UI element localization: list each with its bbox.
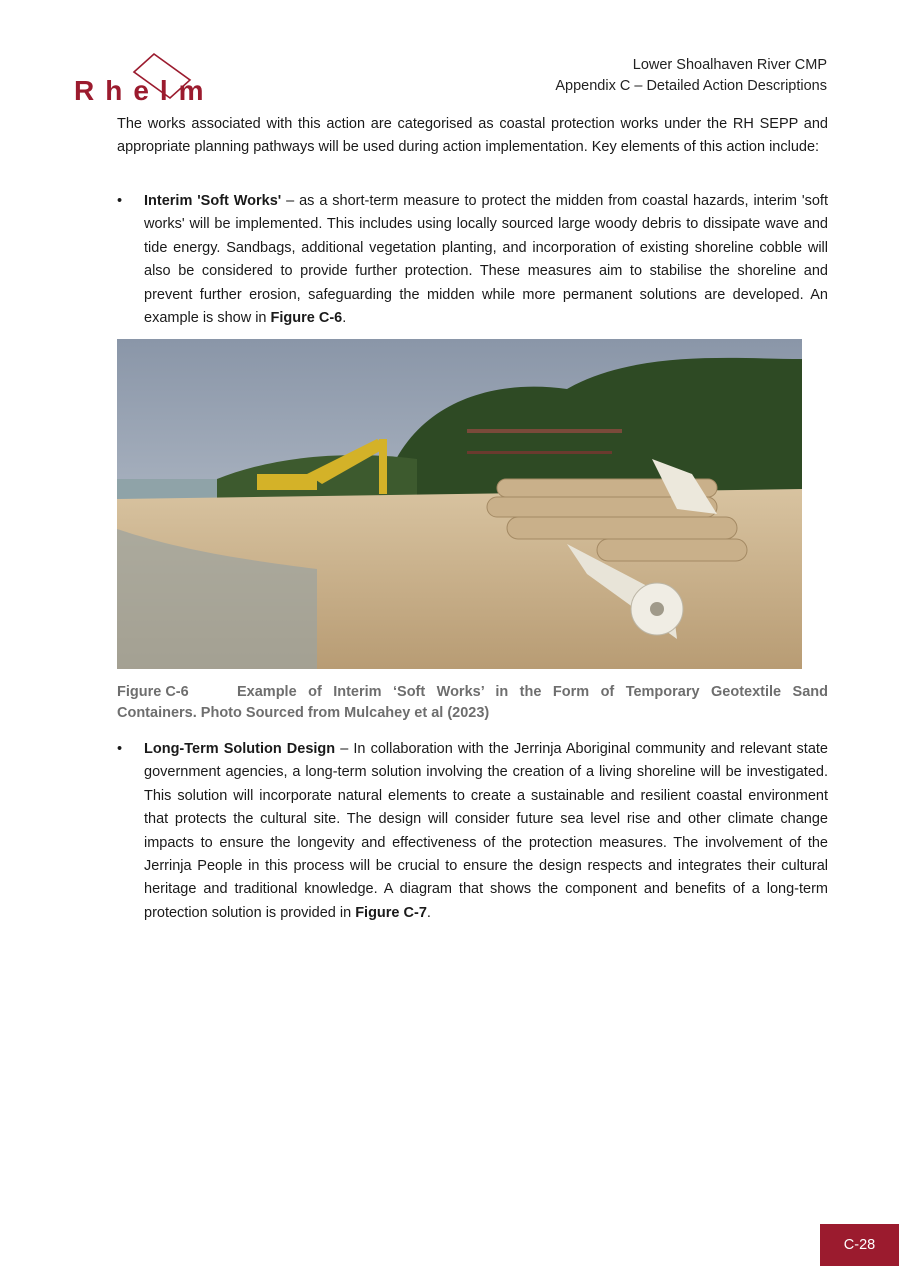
bullet-text: – In collaboration with the Jerrinja Aboriginal community and relevant state government agencies, a long-term solution involving the creation of a living shoreline will be investigated. This solution will incorporate natural elements to create a sustainable and resilient coastal environment that protects the cultural site. The design will consider future sea level rise and other climate change impacts to ensure the longevity and effectiveness of the protection measures. The involvement of the Jerrinja People in this process will be crucial to ensure the design respects and integrates their cultural heritage and traditional knowledge. A diagram that shows the component and benefits of a long-term protection solution is provided in (144, 741, 828, 921)
intro-paragraph: The works associated with this action are categorised as coastal protection works under the RH SEPP and appropriate planning pathways will be used during action implementation. Key elements of this action include: (117, 116, 828, 156)
page-number: C-28 (820, 1224, 899, 1266)
figure-caption (117, 682, 828, 724)
bullet-end: . (426, 904, 431, 921)
figure-caption-text: Example of Interim ‘Soft Works’ in the Form of Temporary Geotextile Sand Containers. Photo Sourced from Mulcahey et al (2023) (117, 684, 828, 721)
bullet-text: – as a short-term measure to protect the midden from coastal hazards, interim 'soft works' will be implemented. This includes using locally sourced large woody debris to dissipate wave and tide energy. Sandbags, additional vegetation planting, and incorporation of existing shoreline cobble will also be considered to provide further protection. These measures aim to stabilise the shoreline and prevent further erosion, safeguarding the midden while more permanent solutions are developed. An example is show in (144, 193, 828, 327)
page-header (555, 55, 827, 97)
bullet-glyph: • (117, 193, 123, 209)
figure-reference: Figure C-7 (355, 904, 427, 921)
svg-text:Rhelm: Rhelm (74, 75, 215, 106)
bullet-long-term-solution (117, 738, 828, 925)
bullet-title: Interim 'Soft Works' (144, 193, 282, 209)
figure-reference: Figure C-6 (270, 310, 343, 327)
bullet-glyph: • (117, 741, 123, 757)
header-subtitle: Appendix C – Detailed Action Descriptions (555, 78, 827, 94)
header-title: Lower Shoalhaven River CMP (632, 57, 827, 73)
figure-label: Figure C-6 (117, 684, 189, 700)
rhelm-logo (74, 50, 224, 106)
bullet-end: . (342, 310, 347, 327)
bullet-interim-soft-works (117, 190, 828, 330)
geotextile-sand-containers-photo (117, 339, 802, 669)
bullet-title: Long-Term Solution Design (144, 741, 336, 757)
